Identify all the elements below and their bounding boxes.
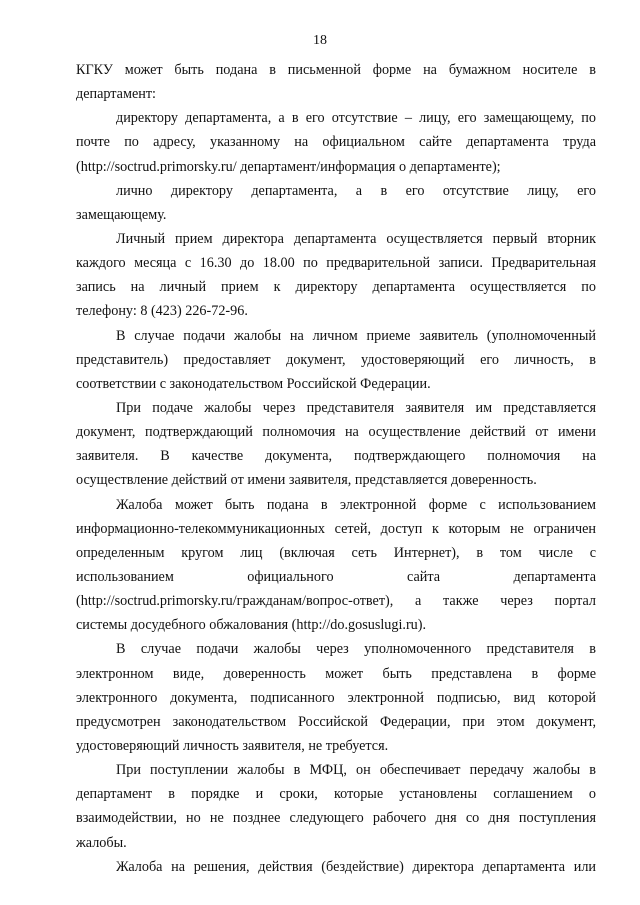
- text-line: заявителя. В качестве документа, подтверждающего полномочия на: [76, 448, 596, 465]
- text-line: замещающему.: [76, 206, 167, 223]
- text-line: каждого месяца с 16.30 до 18.00 по предварительной записи. Предварительная: [76, 255, 596, 272]
- text-line: В случае подачи жалобы через уполномоченного представителя в: [116, 641, 596, 658]
- text-line: взаимодействии, но не позднее следующего рабочего дня со дня поступления: [76, 810, 596, 827]
- text-line: предусмотрен законодательством Российской Федерации, при этом документ,: [76, 713, 596, 730]
- text-line: телефону: 8 (423) 226-72-96.: [76, 303, 248, 320]
- text-line: информационно-телекоммуникационных сетей, доступ к которым не ограничен: [76, 520, 596, 537]
- text-line: удостоверяющий личность заявителя, не требуется.: [76, 737, 389, 754]
- text-line: электронного документа, подписанного электронной подписью, вид которой: [76, 689, 596, 706]
- text-line: При поступлении жалобы в МФЦ, он обеспечивает передачу жалобы в: [116, 762, 596, 779]
- text-line: электронном виде, доверенность может быть представлена в форме: [76, 665, 596, 682]
- text-line: департамент:: [76, 86, 156, 103]
- text-line: определенным кругом лиц (включая сеть Интернет), в том числе с: [76, 544, 596, 561]
- text-line: Жалоба на решения, действия (бездействие) директора департамента или: [116, 858, 596, 875]
- text-line: В случае подачи жалобы на личном приеме заявитель (уполномоченный: [116, 327, 596, 344]
- text-line: почте по адресу, указанному на официальном сайте департамента труда: [76, 134, 596, 151]
- text-line: документ, подтверждающий полномочия на осуществление действий от имени: [76, 424, 596, 441]
- text-line: лично директору департамента, а в его отсутствие лицу, его: [116, 182, 596, 199]
- text-line: системы досудебного обжалования (http://do.gosuslugi.ru).: [76, 617, 427, 634]
- document-body: [76, 58, 596, 879]
- text-line: Жалоба может быть подана в электронной форме с использованием: [116, 496, 596, 513]
- text-line: запись на личный прием к директору департамента осуществляется по: [76, 279, 596, 296]
- text-line: представитель) предоставляет документ, удостоверяющий его личность, в: [76, 351, 596, 368]
- text-line: директору департамента, а в его отсутствие – лицу, его замещающему, по: [116, 110, 596, 127]
- text-line: При подаче жалобы через представителя заявителя им представляется: [116, 399, 596, 416]
- text-line: осуществление действий от имени заявителя, представляется доверенность.: [76, 472, 537, 489]
- text-line: КГКУ может быть подана в письменной форме на бумажном носителе в: [76, 62, 596, 78]
- text-line: Личный прием директора департамента осуществляется первый вторник: [116, 230, 596, 247]
- text-line: (http://soctrud.primorsky.ru/ департамент/информация о департаменте);: [76, 158, 501, 175]
- page-number: 18: [313, 33, 327, 48]
- text-line: жалобы.: [76, 834, 127, 851]
- text-line: департамент в порядке и сроки, которые установлены соглашением о: [76, 786, 596, 803]
- text-line: использованием официального сайта департамента: [76, 568, 596, 585]
- text-line: (http://soctrud.primorsky.ru/гражданам/вопрос-ответ), а также через портал: [76, 593, 596, 610]
- text-line: соответствии с законодательством Российской Федерации.: [76, 375, 431, 392]
